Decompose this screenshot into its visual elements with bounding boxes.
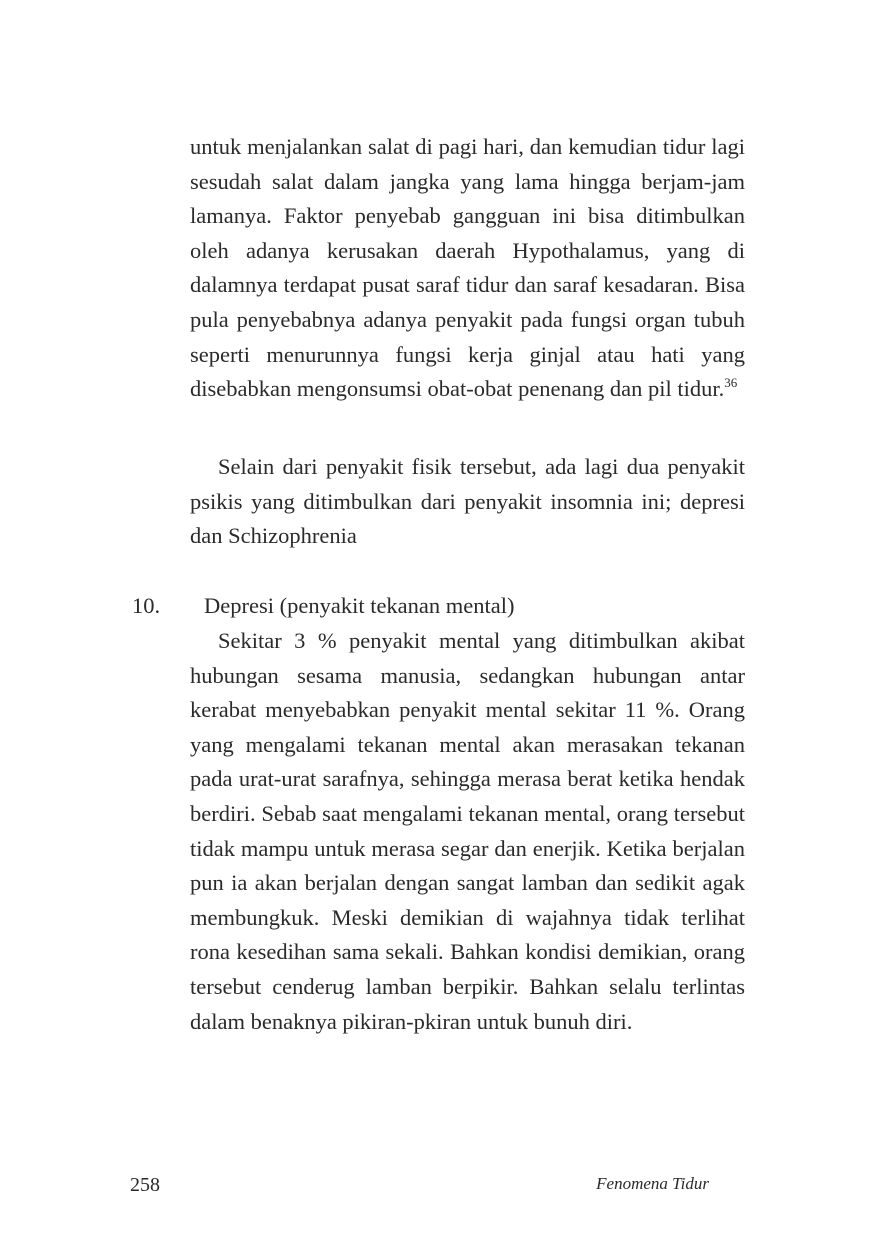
list-item-heading: [132, 589, 515, 624]
paragraph-text: untuk menjalankan salat di pagi hari, dan kemudian tidur lagi sesudah salat dalam jangka yang lama hingga berjam-jam lamanya. Faktor penyebab gangguan ini bisa ditimbulkan oleh adanya kerusakan daerah Hypothalamus, yang di dalamnya terdapat pusat saraf tidur dan saraf kesadaran. Bisa pula penyebabnya adanya penyakit pada fungsi organ tubuh seperti menurunnya fungsi kerja ginjal atau hati yang disebabkan mengonsumsi obat-obat penenang dan pil tidur.: [190, 134, 745, 402]
page-number: 258: [130, 1174, 160, 1196]
footnote-reference: 36: [724, 375, 738, 391]
paragraph-psychological-diseases: Selain dari penyakit fisik tersebut, ada lagi dua penyakit psikis yang ditimbulkan dari penyakit insomnia ini; depresi dan Schizophrenia: [190, 454, 745, 549]
list-item-title: Depresi (penyakit tekanan mental): [204, 593, 515, 618]
running-footer-title: Fenomena Tidur: [596, 1174, 709, 1193]
list-item-number: 10.: [132, 593, 161, 618]
paragraph-continuation: [190, 130, 745, 407]
paragraph-depression: Sekitar 3 % penyakit mental yang ditimbulkan akibat hubungan sesama manusia, sedangkan hubungan antar kerabat menyebabkan penyakit mental sekitar 11 %. Orang yang mengalami tekanan mental akan merasakan tekanan pada urat-urat sarafnya, sehingga merasa berat ketika hendak berdiri. Sebab saat mengalami tekanan mental, orang tersebut tidak mampu untuk merasa segar dan enerjik. Ketika berjalan pun ia akan berjalan dengan sangat lamban dan sedikit agak membungkuk. Meski demikian di wajahnya tidak terlihat rona kesedihan sama sekali. Bahkan kondisi demikian, orang tersebut cenderug lamban berpikir. Bahkan selalu terlintas dalam benaknya pikiran-pkiran untuk bunuh diri.: [190, 628, 745, 1034]
